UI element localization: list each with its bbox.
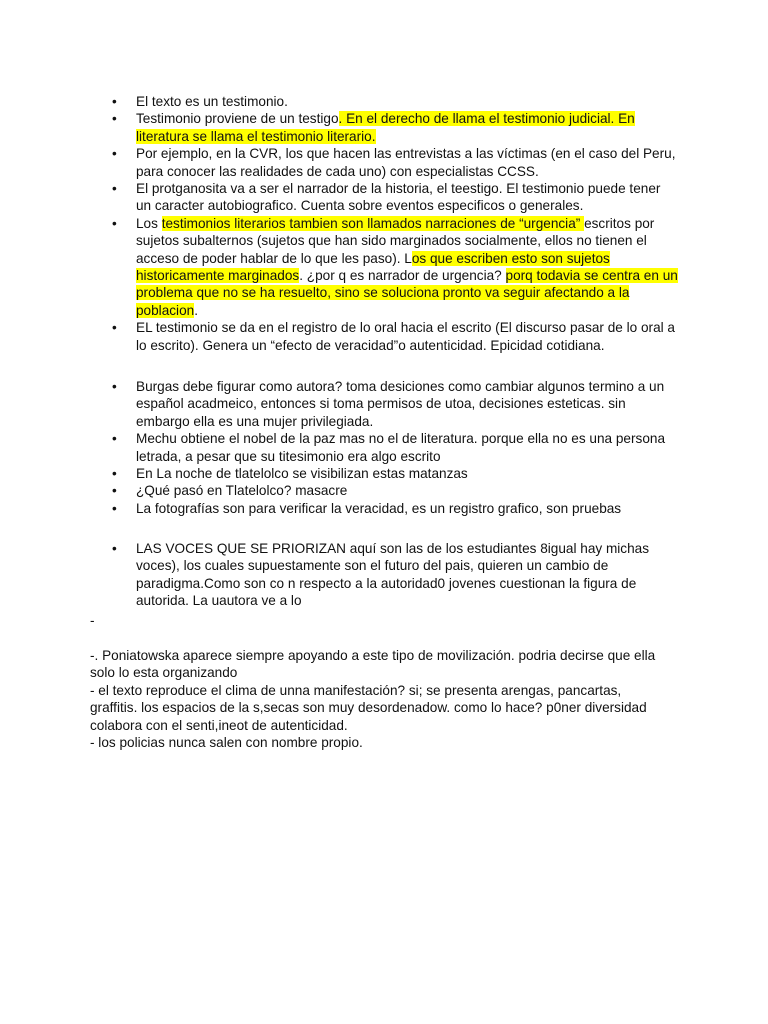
list-item: • EL testimonio se da en el registro de lo oral hacia el escrito (El discurso pasar de lo oral a lo escrito). Genera un “efecto de veracidad”o autenticidad. Epicidad cotidiana.: [112, 319, 678, 354]
dash-line: -: [90, 613, 95, 628]
note-line: - el texto reproduce el clima de unna manifestación? si; se presenta arengas, pancartas, graffitis. los espacios de la s,secas son muy desordenadow. como lo hace? p0ner diversidad colabora con el senti,ineot de autenticidad.: [90, 682, 647, 733]
list-item: • Los testimonios literarios tambien son llamados narraciones de “urgencia” escritos por sujetos subalternos (sujetos que han sido marginados socialmente, ellos no tienen el acceso de poder hablar de lo que les paso). Los que escriben esto son sujetos historicamente marginados. ¿por q es narrador de urgencia? porq todavia se centra en un problema que no se ha resuelto, sino se soluciona pronto va seguir afectando a la poblacion.: [112, 215, 678, 319]
highlighted-text: testimonios literarios tambien son llamados narraciones de “urgencia”: [161, 215, 585, 231]
highlighted-text: porq todavia se centra en un problema que no se ha resuelto, sino se soluciona pronto va seguir afectando a la poblacion: [136, 268, 678, 318]
list-item: • Testimonio proviene de un testigo. En el derecho de llama el testimonio judicial. En literatura se llama el testimonio literario.: [112, 110, 678, 145]
list-item: • El protganosita va a ser el narrador de la historia, el teestigo. El testimonio puede tener un caracter autobiografico. Cuenta sobre eventos especificos o generales.: [112, 180, 678, 215]
list-item: • Mechu obtiene el nobel de la paz mas no el de literatura. porque ella no es una persona letrada, a pesar que su titesimonio era algo escrito: [112, 430, 678, 465]
list-item: • Burgas debe figurar como autora? toma desiciones como cambiar algunos termino a un español acadmeico, entonces si toma permisos de utoa, decisiones esteticas. sin embargo ella es una mujer privilegiada.: [112, 378, 678, 430]
note-line: - los policias nunca salen con nombre propio.: [90, 735, 363, 751]
list-item: • LAS VOCES QUE SE PRIORIZAN aquí son las de los estudiantes 8igual hay michas voces), los cuales supuestamente son el futuro del pais, quieren un cambio de paradigma.Como son co n respecto a la autoridad0 jovenes cuestionan la figura de autorida. La uautora ve a lo: [112, 540, 678, 610]
list-item: • ¿Qué pasó en Tlatelolco? masacre: [112, 482, 678, 499]
highlighted-text: . En el derecho de llama el testimonio judicial. En literatura se llama el testimonio literario.: [136, 111, 635, 144]
list-item: • Por ejemplo, en la CVR, los que hacen las entrevistas a las víctimas (en el caso del Peru, para conocer las realidades de cada uno) con especialistas CCSS.: [112, 145, 678, 180]
list-item: • En La noche de tlatelolco se visibilizan estas matanzas: [112, 465, 678, 482]
bullet-list-testimonio: [112, 93, 678, 354]
note-line: -. Poniatowska aparece siempre apoyando a este tipo de movilización. podria decirse que ella solo lo esta organizando: [90, 648, 656, 681]
list-item: • La fotografías son para verificar la veracidad, es un registro grafico, son pruebas: [112, 500, 678, 517]
bullet-list-voces: [112, 540, 678, 610]
notes-block: [90, 647, 670, 751]
list-item: • El texto es un testimonio.: [112, 93, 678, 110]
highlighted-text: os que escriben esto son sujetos historicamente marginados: [136, 250, 610, 284]
bullet-list-autoria: [112, 378, 678, 517]
